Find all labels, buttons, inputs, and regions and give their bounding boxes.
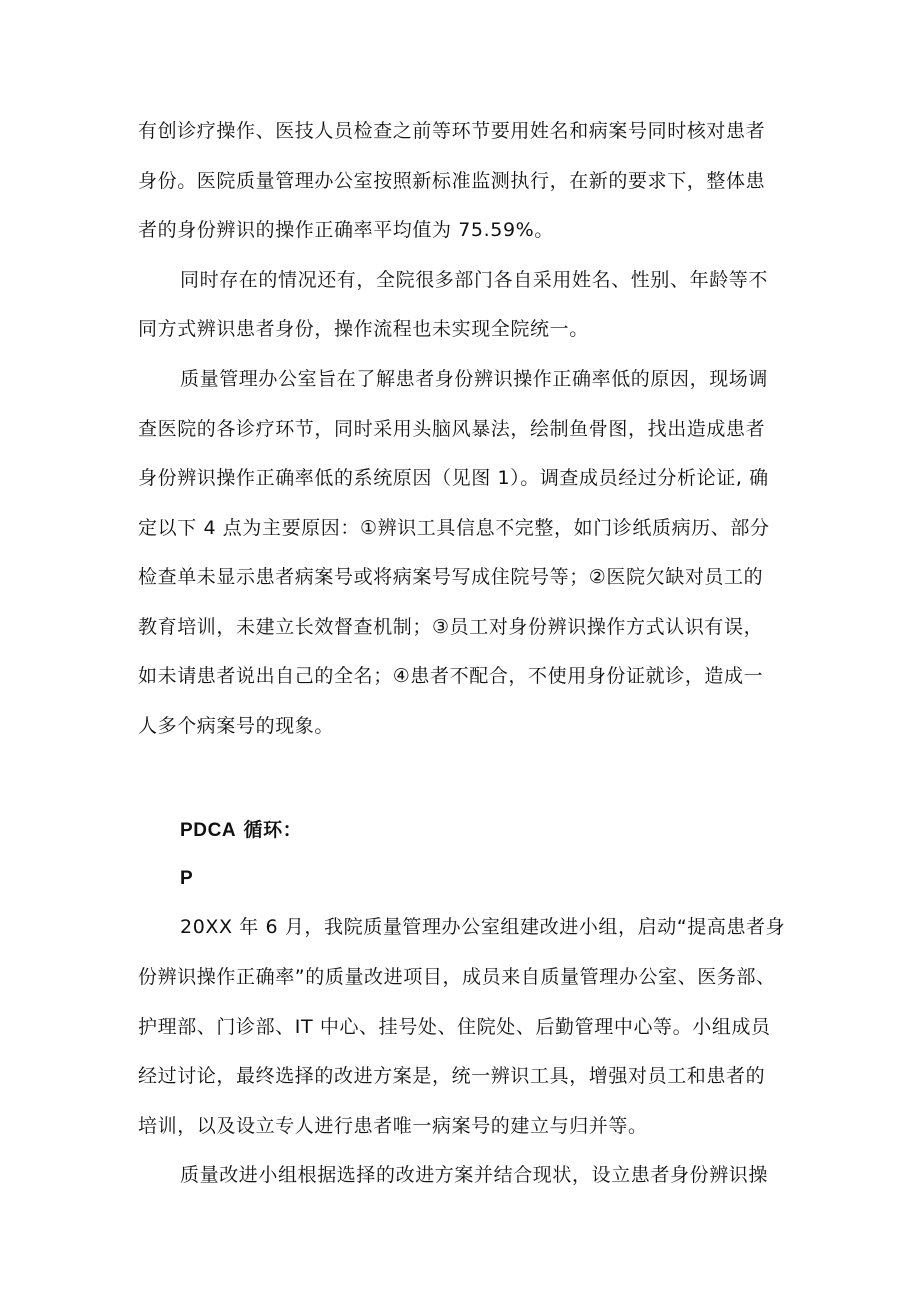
text-line: 人多个病案号的现象。: [138, 715, 335, 737]
text-line: 护理部、门诊部、IT 中心、挂号处、住院处、后勤管理中心等。小组成员: [138, 1016, 771, 1038]
text-line: 培训，以及设立专人进行患者唯一病案号的建立与归并等。: [138, 1115, 648, 1137]
text-line: 质量改进小组根据选择的改进方案并结合现状，设立患者身份辨识操: [180, 1164, 769, 1186]
text-line: 同方式辨识患者身份，操作流程也未实现全院统一。: [138, 318, 589, 340]
text-line: 定以下 4 点为主要原因：①辨识工具信息不完整，如门诊纸质病历、部分: [138, 517, 770, 539]
text-line: 如未请患者说出自己的全名；④患者不配合，不使用身份证就诊，造成一: [138, 665, 764, 687]
text-line: 份辨识操作正确率”的质量改进项目，成员来自质量管理办公室、医务部、: [138, 966, 776, 988]
text-line: 身份。医院质量管理办公室按照新标准监测执行，在新的要求下，整体患: [138, 170, 766, 192]
text-line: 20XX 年 6 月，我院质量管理办公室组建改进小组，启动“提高患者身: [180, 916, 786, 938]
text-line: 质量管理办公室旨在了解患者身份辨识操作正确率低的原因，现场调: [180, 368, 769, 390]
heading-suffix: 循环：: [236, 819, 303, 841]
text-line: 教育培训，未建立长效督查机制；③员工对身份辨识操作方式认识有误，: [138, 616, 764, 638]
section-heading-pdca: [180, 818, 302, 843]
text-line: 身份辨识操作正确率低的系统原因（见图 1）。调查成员经过分析论证, 确: [138, 467, 769, 489]
text-line: 者的身份辨识的操作正确率平均值为 75.59%。: [138, 219, 554, 241]
section-heading-p: [180, 866, 193, 891]
heading-latin: PDCA: [180, 820, 237, 841]
text-line: 经过讨论，最终选择的改进方案是，统一辨识工具，增强对员工和患者的: [138, 1065, 766, 1087]
heading-latin: P: [180, 868, 194, 889]
text-line: 查医院的各诊疗环节，同时采用头脑风暴法，绘制鱼骨图，找出造成患者: [138, 418, 766, 440]
text-line: 同时存在的情况还有，全院很多部门各自采用姓名、性别、年龄等不: [180, 269, 769, 291]
text-line: 有创诊疗操作、医技人员检查之前等环节要用姓名和病案号同时核对患者: [138, 120, 766, 142]
text-line: 检查单未显示患者病案号或将病案号写成住院号等；②医院欠缺对员工的: [138, 566, 764, 588]
